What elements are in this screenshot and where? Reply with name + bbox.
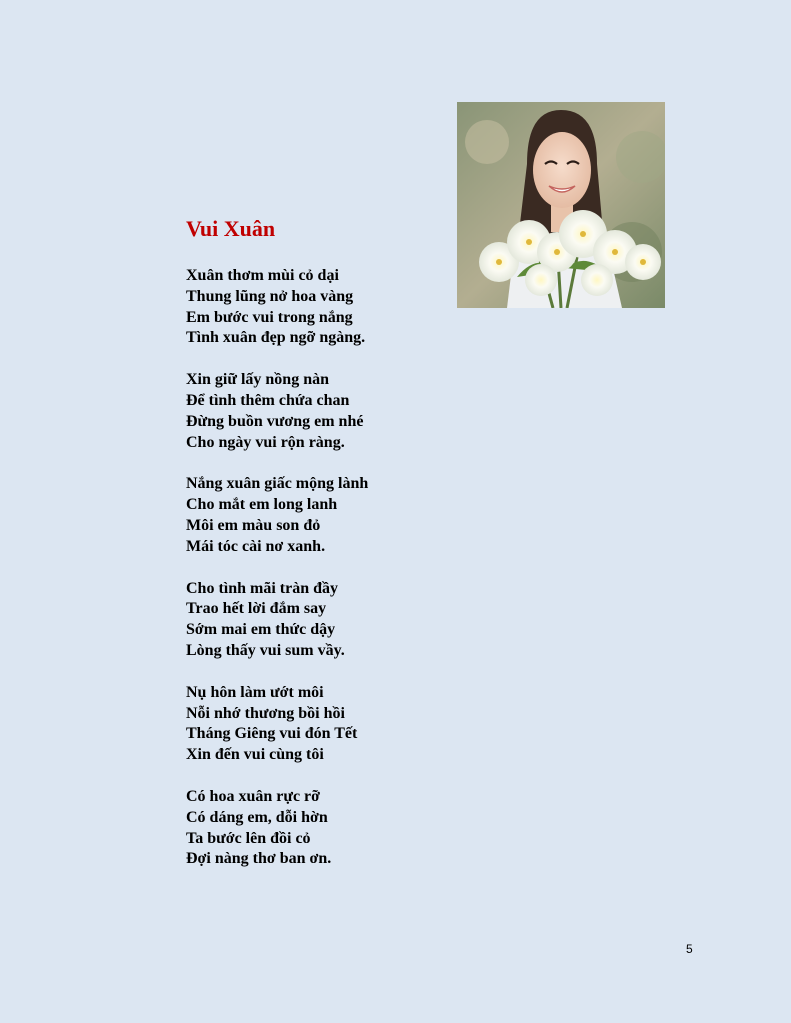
stanza (186, 787, 446, 870)
poem-line: Xin giữ lấy nồng nàn (186, 371, 329, 389)
poem-line: Có dáng em, dỗi hờn (186, 808, 328, 826)
poem-line: Nỗi nhớ thương bồi hồi (186, 704, 345, 722)
poem-title: Vui Xuân (186, 216, 276, 241)
stanza (186, 683, 446, 766)
stanza (186, 370, 446, 453)
poem-line: Cho mắt em long lanh (186, 496, 338, 514)
poem-line: Mái tóc cài nơ xanh. (186, 537, 326, 555)
poem-line: Em bước vui trong nắng (186, 308, 353, 326)
poem-line: Cho tình mãi tràn đầy (186, 579, 339, 597)
poem-line: Trao hết lời đắm say (186, 600, 327, 618)
poem-line: Tình xuân đẹp ngỡ ngàng. (186, 329, 366, 347)
poem-line: Xuân thơm mùi cỏ dại (186, 267, 339, 284)
poem-line: Sớm mai em thức dậy (186, 621, 336, 639)
portrait-photo (457, 102, 665, 308)
poem-line: Để tình thêm chứa chan (186, 391, 350, 409)
poem-line: Nụ hôn làm ướt môi (186, 683, 324, 701)
stanza (186, 266, 446, 349)
stanza (186, 579, 446, 662)
poem-line: Nắng xuân giấc mộng lành (186, 475, 369, 493)
poem-line: Cho ngày vui rộn ràng. (186, 433, 345, 451)
poem-line: Có hoa xuân rực rỡ (186, 787, 321, 805)
page-number: 5 (686, 942, 693, 956)
poem-line: Xin đến vui cùng tôi (186, 746, 324, 764)
stanza (186, 474, 446, 557)
poem-body (186, 266, 446, 870)
poem-line: Đợi nàng thơ ban ơn. (186, 850, 332, 868)
poem-line: Ta bước lên đồi cỏ (186, 829, 311, 847)
poem-line: Thung lũng nở hoa vàng (186, 287, 354, 305)
poem (186, 214, 446, 891)
poem-line: Môi em màu son đỏ (186, 516, 321, 534)
poem-line: Lòng thấy vui sum vầy. (186, 641, 345, 659)
poem-line: Tháng Giêng vui đón Tết (186, 725, 358, 743)
poem-line: Đừng buồn vương em nhé (186, 412, 364, 430)
